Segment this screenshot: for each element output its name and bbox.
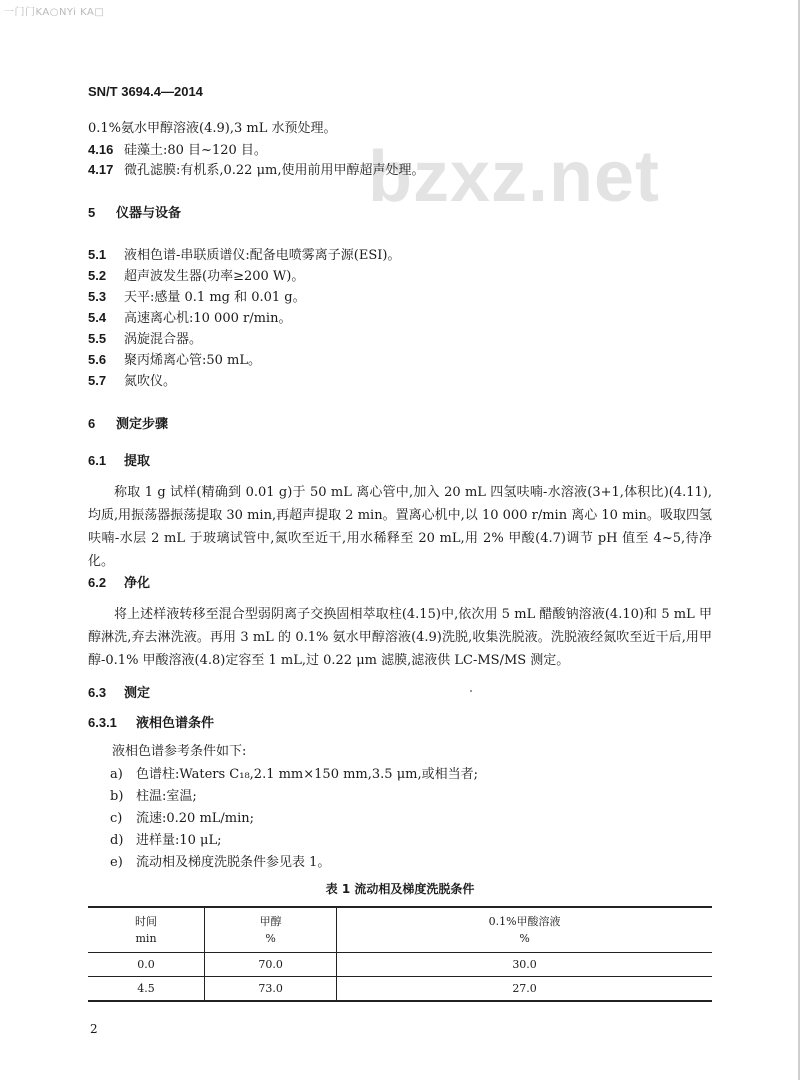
item-text: 高速离心机:10 000 r/min。: [124, 311, 292, 326]
reagent-number: 4.17: [88, 162, 114, 177]
table-cell: 4.5: [88, 977, 205, 1002]
reagent-continuation: 0.1%氨水甲醇溶液(4.9),3 mL 水预处理。: [88, 121, 337, 136]
subsection-heading-6-2: [88, 573, 150, 594]
subsection-number: 6.2: [88, 575, 107, 590]
item-number: 5.2: [88, 268, 107, 283]
top-mark: 一门门KA○NYi KA□: [4, 7, 105, 18]
item-number: 5.3: [88, 289, 107, 304]
table-caption: 表 1 流动相及梯度洗脱条件: [325, 882, 475, 896]
subsection-title: 净化: [124, 576, 151, 591]
scan-speck: [470, 690, 472, 692]
page-number: 2: [90, 1022, 98, 1036]
table-cell: 70.0: [205, 953, 337, 977]
subsection-heading-6-3: [88, 683, 150, 704]
item-number: 5.7: [88, 373, 107, 388]
section-title: 测定步骤: [116, 417, 169, 432]
lc-condition-item: [110, 809, 254, 829]
subsection-number: 6.3.1: [88, 715, 117, 730]
reagent-item: [88, 140, 267, 161]
item-text: 超声波发生器(功率≥200 W)。: [124, 269, 305, 284]
header-unit: min: [135, 932, 157, 945]
reagent-number: 4.16: [88, 142, 114, 157]
item-label: c): [110, 811, 123, 826]
subsection-title: 测定: [124, 686, 151, 701]
equipment-item: [88, 329, 202, 350]
table-row: [88, 977, 712, 1002]
item-label: e): [110, 855, 123, 870]
item-text: 色谱柱:Waters C₁₈,2.1 mm×150 mm,3.5 μm,或相当者;: [136, 767, 478, 782]
table-header-cell: [205, 907, 337, 953]
subsection-number: 6.1: [88, 453, 107, 468]
document-id: SN/T 3694.4—2014: [88, 84, 203, 99]
header-unit: %: [265, 932, 276, 945]
equipment-item: [88, 308, 291, 329]
reagent-text: 硅藻土:80 目~120 目。: [124, 143, 267, 158]
equipment-item: [88, 266, 304, 287]
item-text: 聚丙烯离心管:50 mL。: [124, 353, 262, 368]
item-text: 流速:0.20 mL/min;: [136, 811, 255, 826]
table-cell: 27.0: [337, 977, 712, 1002]
lc-condition-item: [110, 831, 222, 851]
extraction-paragraph: 称取 1 g 试样(精确到 0.01 g)于 50 mL 离心管中,加入 20 mL 四氢呋喃-水溶液(3+1,体积比)(4.11),均质,用振荡器振荡提取 30 min,再超声提取 2 min。置离心机中,以 10 000 r/min 离心 10 min。吸取四氢呋喃-水层 2 mL 于玻璃试管中,氮吹至近干,用水稀释至 20 mL,用 2% 甲酸(4.7)调节 pH 值至 4~5,待净化。: [88, 485, 712, 569]
item-label: a): [110, 767, 123, 782]
item-text: 涡旋混合器。: [124, 332, 203, 347]
watermark: bzxz.net: [368, 137, 661, 217]
table-cell: 73.0: [205, 977, 337, 1002]
equipment-item: [88, 245, 400, 266]
table-row: [88, 953, 712, 977]
section-number: 6: [88, 416, 96, 431]
lc-condition-item: [110, 853, 330, 873]
equipment-item: [88, 350, 261, 371]
item-number: 5.6: [88, 352, 107, 367]
reagent-item: [88, 160, 425, 181]
subsection-heading-6-3-1: [88, 713, 214, 734]
item-label: b): [110, 789, 124, 804]
lc-conditions-intro: 液相色谱参考条件如下:: [112, 744, 247, 759]
reagent-text: 微孔滤膜:有机系,0.22 μm,使用前用甲醇超声处理。: [124, 163, 425, 178]
item-text: 流动相及梯度洗脱条件参见表 1。: [136, 855, 331, 870]
item-number: 5.4: [88, 310, 107, 325]
section-heading-6: [88, 414, 168, 435]
section-title: 仪器与设备: [116, 206, 182, 221]
header-unit: %: [519, 932, 530, 945]
lc-condition-item: [110, 787, 197, 807]
item-number: 5.5: [88, 331, 107, 346]
table-cell: 30.0: [337, 953, 712, 977]
header-name: 时间: [135, 915, 158, 928]
table-header-row: [88, 907, 712, 953]
item-text: 柱温:室温;: [136, 789, 197, 804]
subsection-title: 液相色谱条件: [136, 716, 215, 731]
table-cell: 0.0: [88, 953, 205, 977]
item-number: 5.1: [88, 247, 107, 262]
section-heading-5: [88, 203, 181, 224]
header-name: 甲醇: [259, 915, 282, 928]
equipment-item: [88, 371, 176, 392]
table-header-cell: [88, 907, 205, 953]
subsection-number: 6.3: [88, 685, 107, 700]
equipment-item: [88, 287, 306, 308]
section-number: 5: [88, 205, 96, 220]
subsection-title: 提取: [124, 454, 151, 469]
header-name: 0.1%甲酸溶液: [488, 915, 561, 928]
item-text: 进样量:10 μL;: [136, 833, 222, 848]
subsection-heading-6-1: [88, 451, 150, 472]
item-label: d): [110, 833, 124, 848]
gradient-table: [88, 906, 712, 1002]
item-text: 液相色谱-串联质谱仪:配备电喷雾离子源(ESI)。: [124, 248, 401, 263]
item-text: 氮吹仪。: [124, 374, 177, 389]
item-text: 天平:感量 0.1 mg 和 0.01 g。: [124, 290, 306, 305]
table-header-cell: [337, 907, 712, 953]
lc-condition-item: [110, 765, 478, 785]
cleanup-paragraph: 将上述样液转移至混合型弱阴离子交换固相萃取柱(4.15)中,依次用 5 mL 醋酸钠溶液(4.10)和 5 mL 甲醇淋洗,弃去淋洗液。再用 3 mL 的 0.1% 氨水甲醇溶液(4.9)洗脱,收集洗脱液。洗脱液经氮吹至近干后,用甲醇-0.1% 甲酸溶液(4.8)定容至 1 mL,过 0.22 μm 滤膜,滤液供 LC-MS/MS 测定。: [88, 607, 712, 668]
